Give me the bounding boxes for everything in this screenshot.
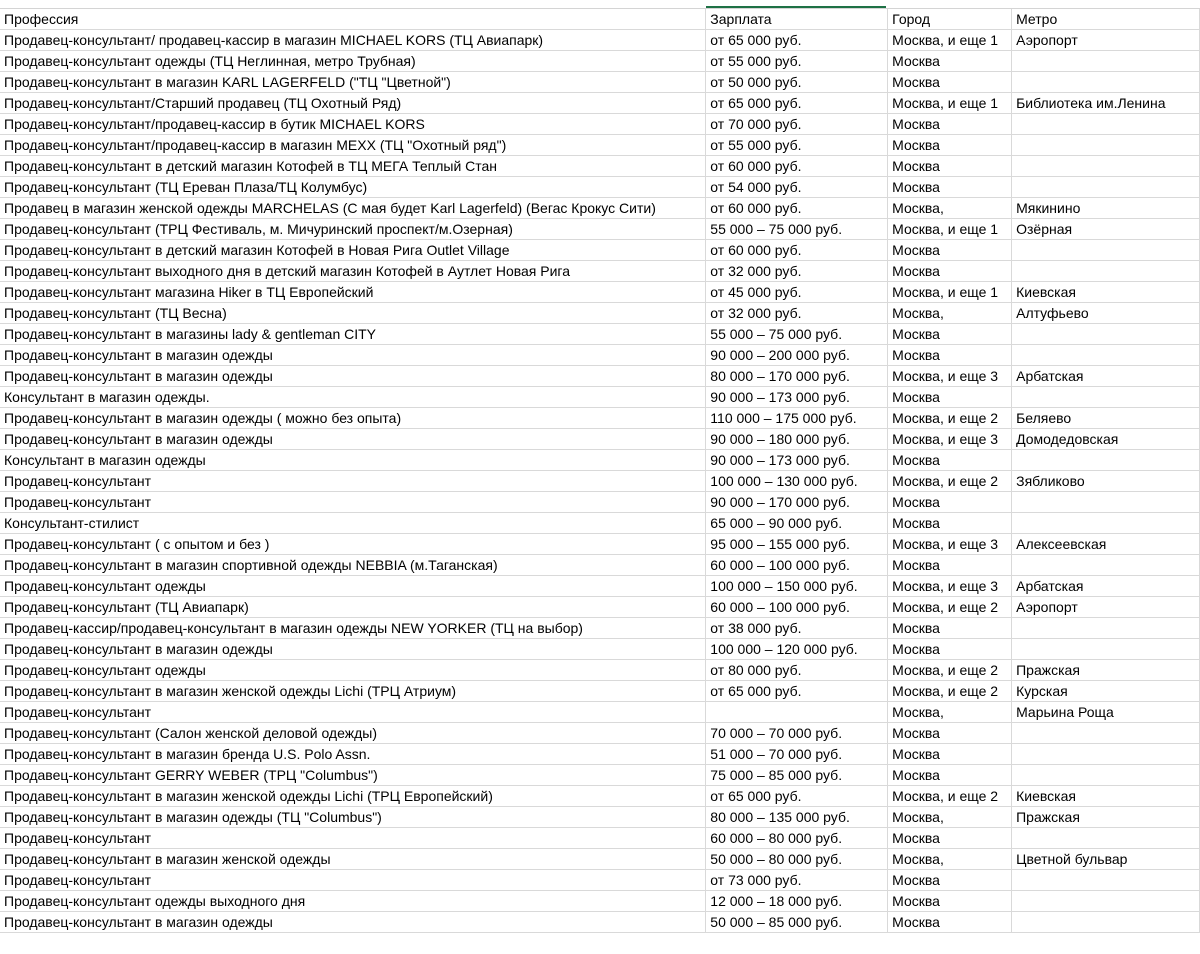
cell-salary[interactable]: 110 000 – 175 000 руб. [706, 408, 888, 429]
cell-city[interactable]: Москва, [888, 303, 1012, 324]
table-row [0, 135, 1200, 156]
cell-city[interactable]: Москва, и еще 1 [888, 219, 1012, 240]
cell-metro[interactable]: Марьина Роща [1012, 702, 1200, 723]
cell-profession[interactable]: Продавец-консультант/продавец-кассир в магазин MEXX (ТЦ "Охотный ряд") [0, 135, 706, 156]
cell-city[interactable]: Москва [888, 828, 1012, 849]
cell-salary[interactable]: от 60 000 руб. [706, 156, 888, 177]
cell-metro[interactable]: Аэропорт [1012, 597, 1200, 618]
cell-profession[interactable]: Продавец-консультант в магазин одежды [0, 429, 706, 450]
cell-profession[interactable]: Продавец-консультант (Салон женской деловой одежды) [0, 723, 706, 744]
cell-salary[interactable]: 60 000 – 100 000 руб. [706, 597, 888, 618]
cell-metro[interactable]: Зябликово [1012, 471, 1200, 492]
cell-city[interactable]: Москва, [888, 849, 1012, 870]
table-row [0, 303, 1200, 324]
cell-city[interactable]: Москва, и еще 2 [888, 408, 1012, 429]
table-row [0, 345, 1200, 366]
cell-salary[interactable]: от 55 000 руб. [706, 51, 888, 72]
cell-metro[interactable] [1012, 72, 1200, 93]
cell-metro[interactable]: Алексеевская [1012, 534, 1200, 555]
cell-profession[interactable]: Продавец-консультант (ТЦ Авиапарк) [0, 597, 706, 618]
table-row [0, 513, 1200, 534]
cell-salary[interactable]: 75 000 – 85 000 руб. [706, 765, 888, 786]
cell-city[interactable]: Москва [888, 51, 1012, 72]
cell-city[interactable]: Москва, и еще 2 [888, 681, 1012, 702]
cell-profession[interactable]: Продавец-консультант в магазин одежды (ТЦ "Columbus") [0, 807, 706, 828]
cell-metro[interactable] [1012, 450, 1200, 471]
cell-city[interactable]: Москва [888, 72, 1012, 93]
cell-metro[interactable] [1012, 114, 1200, 135]
cell-salary[interactable]: от 65 000 руб. [706, 30, 888, 51]
active-column-indicator [706, 6, 886, 8]
cell-metro[interactable]: Пражская [1012, 807, 1200, 828]
cell-salary[interactable]: 100 000 – 130 000 руб. [706, 471, 888, 492]
cell-profession[interactable]: Продавец-консультант в магазины lady & gentleman CITY [0, 324, 706, 345]
cell-salary[interactable]: 100 000 – 120 000 руб. [706, 639, 888, 660]
table-row [0, 681, 1200, 702]
table-row [0, 366, 1200, 387]
table-row [0, 828, 1200, 849]
table-row [0, 324, 1200, 345]
cell-city[interactable]: Москва [888, 156, 1012, 177]
table-row [0, 219, 1200, 240]
cell-salary[interactable]: 55 000 – 75 000 руб. [706, 219, 888, 240]
table-row [0, 723, 1200, 744]
header-city[interactable]: Город [888, 9, 1012, 30]
cell-metro[interactable] [1012, 870, 1200, 891]
cell-metro[interactable] [1012, 51, 1200, 72]
cell-salary[interactable]: от 73 000 руб. [706, 870, 888, 891]
table-row [0, 870, 1200, 891]
cell-city[interactable]: Москва, [888, 198, 1012, 219]
cell-city[interactable]: Москва, и еще 3 [888, 366, 1012, 387]
table-row [0, 282, 1200, 303]
cell-profession[interactable]: Продавец-консультант в детский магазин Котофей в ТЦ МЕГА Теплый Стан [0, 156, 706, 177]
cell-salary[interactable]: от 80 000 руб. [706, 660, 888, 681]
cell-salary[interactable]: 90 000 – 173 000 руб. [706, 450, 888, 471]
cell-city[interactable]: Москва [888, 891, 1012, 912]
cell-salary[interactable]: 95 000 – 155 000 руб. [706, 534, 888, 555]
cell-metro[interactable] [1012, 261, 1200, 282]
table-row [0, 576, 1200, 597]
cell-city[interactable]: Москва [888, 114, 1012, 135]
table-row [0, 240, 1200, 261]
table-row [0, 786, 1200, 807]
table-row [0, 93, 1200, 114]
cell-salary[interactable]: 50 000 – 85 000 руб. [706, 912, 888, 933]
table-row [0, 30, 1200, 51]
table-row [0, 765, 1200, 786]
cell-salary[interactable]: от 60 000 руб. [706, 198, 888, 219]
cell-profession[interactable]: Продавец-консультант GERRY WEBER (ТРЦ "Columbus") [0, 765, 706, 786]
cell-salary[interactable] [706, 702, 888, 723]
cell-salary[interactable]: 60 000 – 100 000 руб. [706, 555, 888, 576]
cell-city[interactable]: Москва [888, 765, 1012, 786]
cell-salary[interactable]: 90 000 – 173 000 руб. [706, 387, 888, 408]
cell-metro[interactable]: Беляево [1012, 408, 1200, 429]
cell-salary[interactable]: от 32 000 руб. [706, 303, 888, 324]
cell-salary[interactable]: 50 000 – 80 000 руб. [706, 849, 888, 870]
table-row [0, 408, 1200, 429]
cell-city[interactable]: Москва, и еще 3 [888, 534, 1012, 555]
cell-profession[interactable]: Продавец-консультант/Старший продавец (ТЦ Охотный Ряд) [0, 93, 706, 114]
cell-city[interactable]: Москва [888, 555, 1012, 576]
cell-profession[interactable]: Консультант в магазин одежды [0, 450, 706, 471]
cell-metro[interactable] [1012, 639, 1200, 660]
table-row [0, 450, 1200, 471]
cell-city[interactable]: Москва [888, 492, 1012, 513]
cell-profession[interactable]: Продавец-консультант одежды выходного дня [0, 891, 706, 912]
header-metro[interactable]: Метро [1012, 9, 1200, 30]
cell-city[interactable]: Москва, и еще 1 [888, 93, 1012, 114]
cell-profession[interactable]: Продавец-консультант в магазин женской одежды Lichi (ТРЦ Европейский) [0, 786, 706, 807]
cell-profession[interactable]: Продавец-консультант ( с опытом и без ) [0, 534, 706, 555]
table-row [0, 597, 1200, 618]
cell-profession[interactable]: Продавец-консультант в магазин одежды [0, 639, 706, 660]
cell-profession[interactable]: Продавец-консультант одежды (ТЦ Неглинная, метро Трубная) [0, 51, 706, 72]
cell-metro[interactable] [1012, 492, 1200, 513]
cell-city[interactable]: Москва, [888, 807, 1012, 828]
table-row [0, 618, 1200, 639]
cell-city[interactable]: Москва [888, 450, 1012, 471]
spreadsheet-grid [0, 9, 1200, 933]
table-row [0, 429, 1200, 450]
cell-profession[interactable]: Консультант-стилист [0, 513, 706, 534]
cell-metro[interactable]: Пражская [1012, 660, 1200, 681]
cell-profession[interactable]: Продавец-консультант [0, 870, 706, 891]
cell-profession[interactable]: Продавец-консультант в магазин одежды [0, 345, 706, 366]
cell-salary[interactable]: 70 000 – 70 000 руб. [706, 723, 888, 744]
cell-city[interactable]: Москва, [888, 702, 1012, 723]
cell-profession[interactable]: Продавец-консультант одежды [0, 576, 706, 597]
cell-city[interactable]: Москва [888, 639, 1012, 660]
cell-metro[interactable] [1012, 744, 1200, 765]
cell-salary[interactable]: от 55 000 руб. [706, 135, 888, 156]
cell-profession[interactable]: Консультант в магазин одежды. [0, 387, 706, 408]
cell-metro[interactable]: Курская [1012, 681, 1200, 702]
cell-metro[interactable]: Мякинино [1012, 198, 1200, 219]
cell-salary[interactable]: 90 000 – 170 000 руб. [706, 492, 888, 513]
cell-city[interactable]: Москва, и еще 2 [888, 597, 1012, 618]
cell-city[interactable]: Москва [888, 240, 1012, 261]
cell-profession[interactable]: Продавец в магазин женской одежды MARCHELAS (С мая будет Karl Lagerfeld) (Вегас Крокус Сити) [0, 198, 706, 219]
header-salary[interactable]: Зарплата [706, 9, 888, 30]
cell-salary[interactable]: от 45 000 руб. [706, 282, 888, 303]
cell-city[interactable]: Москва, и еще 1 [888, 30, 1012, 51]
cell-metro[interactable] [1012, 723, 1200, 744]
cell-profession[interactable]: Продавец-консультант в магазин спортивной одежды NEBBIA (м.Таганская) [0, 555, 706, 576]
table-row [0, 72, 1200, 93]
cell-salary[interactable]: 100 000 – 150 000 руб. [706, 576, 888, 597]
cell-salary[interactable]: 90 000 – 180 000 руб. [706, 429, 888, 450]
table-row [0, 471, 1200, 492]
cell-metro[interactable]: Киевская [1012, 786, 1200, 807]
cell-profession[interactable]: Продавец-консультант одежды [0, 660, 706, 681]
cell-profession[interactable]: Продавец-консультант/ продавец-кассир в магазин MICHAEL KORS (ТЦ Авиапарк) [0, 30, 706, 51]
cell-salary[interactable]: 80 000 – 170 000 руб. [706, 366, 888, 387]
cell-city[interactable]: Москва, и еще 3 [888, 576, 1012, 597]
cell-profession[interactable]: Продавец-консультант в магазин KARL LAGERFELD ("ТЦ "Цветной") [0, 72, 706, 93]
cell-profession[interactable]: Продавец-консультант выходного дня в детский магазин Котофей в Аутлет Новая Рига [0, 261, 706, 282]
table-row [0, 555, 1200, 576]
cell-city[interactable]: Москва, и еще 2 [888, 471, 1012, 492]
table-row [0, 387, 1200, 408]
cell-metro[interactable] [1012, 828, 1200, 849]
table-row [0, 51, 1200, 72]
table-row [0, 660, 1200, 681]
cell-city[interactable]: Москва, и еще 3 [888, 429, 1012, 450]
cell-metro[interactable]: Аэропорт [1012, 30, 1200, 51]
cell-metro[interactable] [1012, 513, 1200, 534]
cell-city[interactable]: Москва [888, 387, 1012, 408]
cell-metro[interactable]: Библиотека им.Ленина [1012, 93, 1200, 114]
cell-profession[interactable]: Продавец-консультант (ТЦ Ереван Плаза/ТЦ Колумбус) [0, 177, 706, 198]
cell-city[interactable]: Москва, и еще 2 [888, 660, 1012, 681]
table-row [0, 261, 1200, 282]
cell-salary[interactable]: от 65 000 руб. [706, 93, 888, 114]
cell-metro[interactable] [1012, 912, 1200, 933]
cell-metro[interactable]: Алтуфьево [1012, 303, 1200, 324]
cell-profession[interactable]: Продавец-консультант в магазин одежды [0, 912, 706, 933]
cell-profession[interactable]: Продавец-консультант [0, 828, 706, 849]
cell-metro[interactable]: Арбатская [1012, 576, 1200, 597]
table-row [0, 156, 1200, 177]
cell-metro[interactable] [1012, 387, 1200, 408]
cell-profession[interactable]: Продавец-консультант (ТЦ Весна) [0, 303, 706, 324]
cell-metro[interactable] [1012, 156, 1200, 177]
cell-salary[interactable]: от 65 000 руб. [706, 681, 888, 702]
sheet-top-edge [0, 0, 1200, 9]
cell-city[interactable]: Москва, и еще 2 [888, 786, 1012, 807]
cell-salary[interactable]: 12 000 – 18 000 руб. [706, 891, 888, 912]
cell-profession[interactable]: Продавец-консультант в магазин женской одежды [0, 849, 706, 870]
cell-salary[interactable]: 65 000 – 90 000 руб. [706, 513, 888, 534]
cell-city[interactable]: Москва [888, 513, 1012, 534]
cell-metro[interactable]: Киевская [1012, 282, 1200, 303]
table-row [0, 744, 1200, 765]
cell-metro[interactable]: Домодедовская [1012, 429, 1200, 450]
cell-salary[interactable]: 51 000 – 70 000 руб. [706, 744, 888, 765]
cell-city[interactable]: Москва [888, 618, 1012, 639]
cell-city[interactable]: Москва [888, 324, 1012, 345]
table-row [0, 639, 1200, 660]
cell-city[interactable]: Москва [888, 345, 1012, 366]
cell-metro[interactable]: Арбатская [1012, 366, 1200, 387]
table-row [0, 534, 1200, 555]
cell-profession[interactable]: Продавец-консультант в магазин женской одежды Lichi (ТРЦ Атриум) [0, 681, 706, 702]
cell-metro[interactable] [1012, 765, 1200, 786]
cell-city[interactable]: Москва [888, 261, 1012, 282]
cell-salary[interactable]: от 65 000 руб. [706, 786, 888, 807]
cell-metro[interactable] [1012, 324, 1200, 345]
table-row [0, 807, 1200, 828]
cell-metro[interactable]: Цветной бульвар [1012, 849, 1200, 870]
cell-metro[interactable] [1012, 891, 1200, 912]
table-row [0, 891, 1200, 912]
header-profession[interactable]: Профессия [0, 9, 706, 30]
cell-metro[interactable] [1012, 345, 1200, 366]
cell-salary[interactable]: от 70 000 руб. [706, 114, 888, 135]
cell-profession[interactable]: Продавец-консультант в магазин одежды [0, 366, 706, 387]
cell-profession[interactable]: Продавец-консультант [0, 492, 706, 513]
cell-metro[interactable] [1012, 177, 1200, 198]
header-row [0, 9, 1200, 30]
cell-city[interactable]: Москва [888, 135, 1012, 156]
table-row [0, 912, 1200, 933]
cell-salary[interactable]: 55 000 – 75 000 руб. [706, 324, 888, 345]
cell-city[interactable]: Москва [888, 912, 1012, 933]
table-row [0, 177, 1200, 198]
cell-metro[interactable] [1012, 240, 1200, 261]
cell-profession[interactable]: Продавец-консультант в детский магазин Котофей в Новая Рига Outlet Village [0, 240, 706, 261]
cell-profession[interactable]: Продавец-консультант в магазин одежды ( можно без опыта) [0, 408, 706, 429]
cell-profession[interactable]: Продавец-консультант/продавец-кассир в бутик MICHAEL KORS [0, 114, 706, 135]
cell-profession[interactable]: Продавец-консультант магазина Hiker в ТЦ Европейский [0, 282, 706, 303]
table-row [0, 492, 1200, 513]
cell-city[interactable]: Москва [888, 177, 1012, 198]
cell-salary[interactable]: 60 000 – 80 000 руб. [706, 828, 888, 849]
cell-salary[interactable]: от 32 000 руб. [706, 261, 888, 282]
cell-salary[interactable]: от 54 000 руб. [706, 177, 888, 198]
cell-salary[interactable]: 90 000 – 200 000 руб. [706, 345, 888, 366]
cell-metro[interactable] [1012, 555, 1200, 576]
cell-metro[interactable] [1012, 135, 1200, 156]
cell-profession[interactable]: Продавец-консультант в магазин бренда U.S. Polo Assn. [0, 744, 706, 765]
table-row [0, 114, 1200, 135]
cell-metro[interactable] [1012, 618, 1200, 639]
cell-city[interactable]: Москва [888, 870, 1012, 891]
cell-profession[interactable]: Продавец-консультант (ТРЦ Фестиваль, м. Мичуринский проспект/м.Озерная) [0, 219, 706, 240]
cell-salary[interactable]: от 60 000 руб. [706, 240, 888, 261]
table-row [0, 849, 1200, 870]
cell-city[interactable]: Москва [888, 744, 1012, 765]
cell-metro[interactable]: Озёрная [1012, 219, 1200, 240]
cell-profession[interactable]: Продавец-консультант [0, 471, 706, 492]
cell-salary[interactable]: 80 000 – 135 000 руб. [706, 807, 888, 828]
cell-profession[interactable]: Продавец-кассир/продавец-консультант в магазин одежды NEW YORKER (ТЦ на выбор) [0, 618, 706, 639]
table-row [0, 198, 1200, 219]
cell-city[interactable]: Москва [888, 723, 1012, 744]
table-row [0, 702, 1200, 723]
cell-salary[interactable]: от 38 000 руб. [706, 618, 888, 639]
cell-salary[interactable]: от 50 000 руб. [706, 72, 888, 93]
cell-city[interactable]: Москва, и еще 1 [888, 282, 1012, 303]
cell-profession[interactable]: Продавец-консультант [0, 702, 706, 723]
